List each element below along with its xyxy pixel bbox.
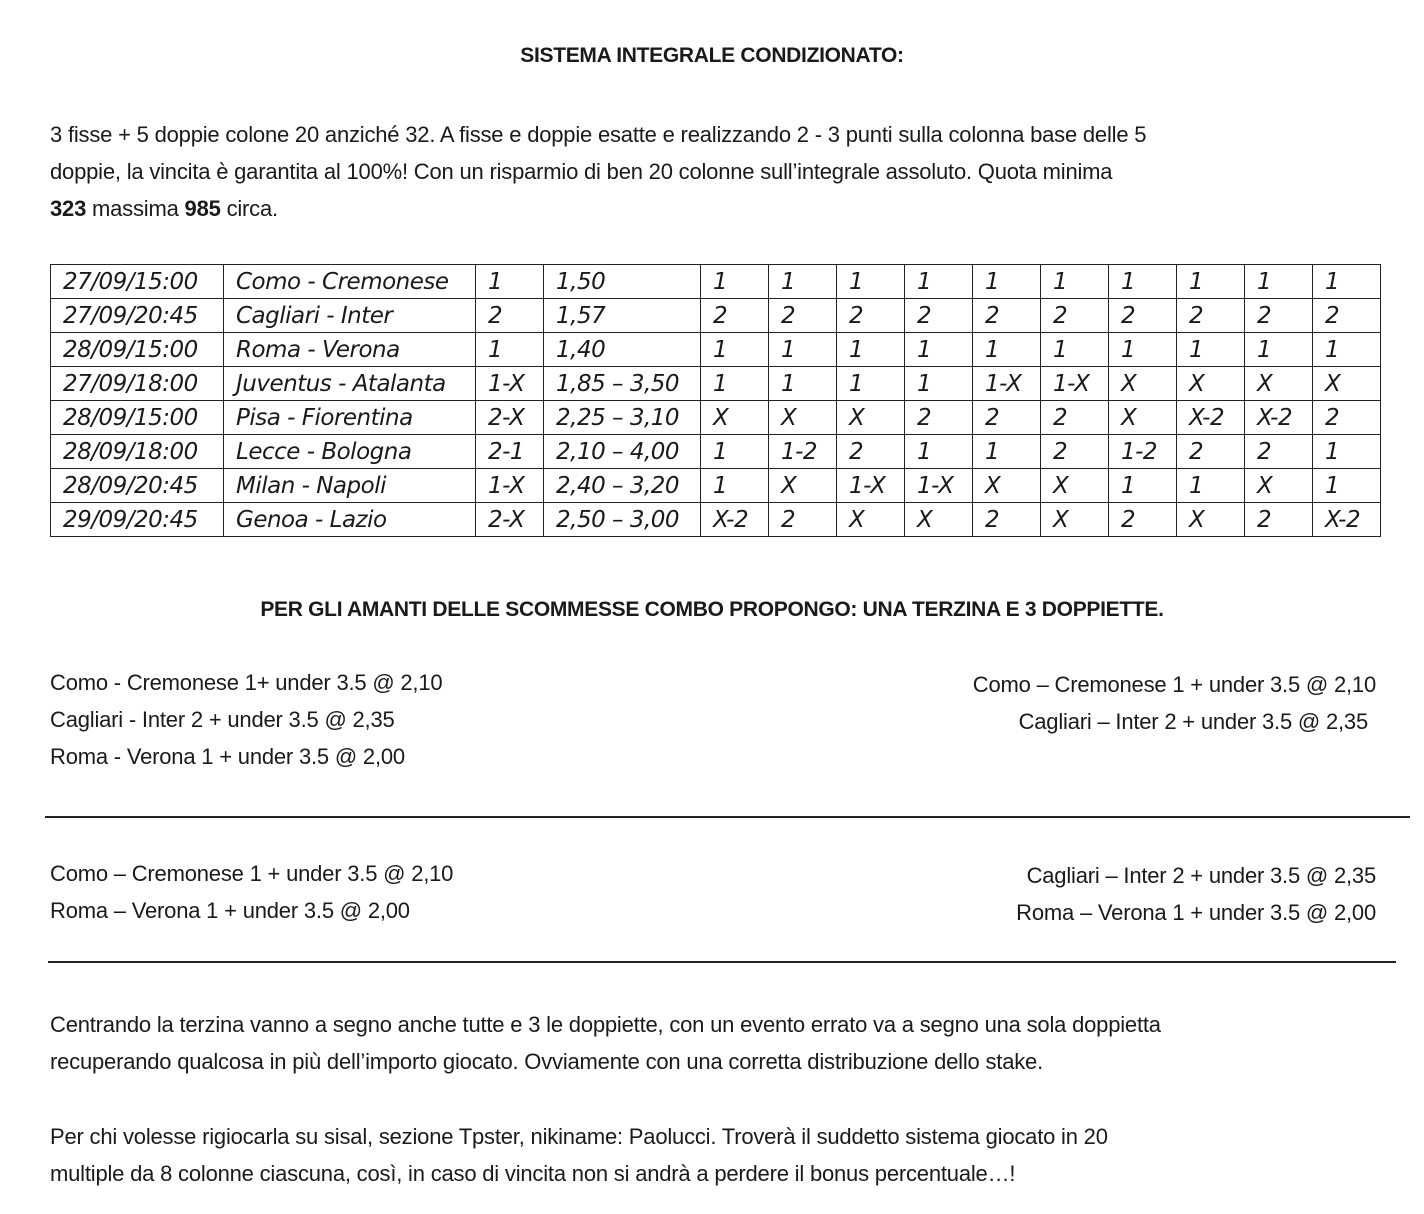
column-cell: X	[1109, 367, 1177, 401]
doppietta-2	[50, 855, 453, 929]
column-cell: 1	[701, 265, 769, 299]
column-cell: 1	[769, 367, 837, 401]
table-row	[51, 333, 1381, 367]
column-cell: X	[1041, 469, 1109, 503]
column-cell: X-2	[1177, 401, 1245, 435]
pick-cell: 2-X	[476, 503, 544, 537]
doppietta-3	[1016, 857, 1376, 931]
column-cell: X	[1177, 503, 1245, 537]
doppietta-3-line-1: Cagliari – Inter 2 + under 3.5 @ 2,35	[1026, 863, 1376, 888]
column-cell: 1	[701, 333, 769, 367]
column-cell: 1	[769, 265, 837, 299]
column-cell: 2	[701, 299, 769, 333]
column-cell: X	[1313, 367, 1381, 401]
odds-cell: 2,50 – 3,00	[544, 503, 701, 537]
column-cell: X	[973, 469, 1041, 503]
column-cell: 2	[1109, 503, 1177, 537]
pick-cell: 1-X	[476, 469, 544, 503]
pick-cell: 2-X	[476, 401, 544, 435]
column-cell: 2	[1177, 299, 1245, 333]
match-name-cell: Pisa - Fiorentina	[224, 401, 476, 435]
odds-cell: 1,40	[544, 333, 701, 367]
outro-2-line-1: Per chi volesse rigiocarla su sisal, sezione Tpster, nikiname: Paolucci. Troverà il suddetto sistema giocato in 20	[50, 1124, 1108, 1149]
match-date-cell: 28/09/20:45	[51, 469, 224, 503]
column-cell: X	[1109, 401, 1177, 435]
column-cell: X	[837, 401, 905, 435]
table-row	[51, 299, 1381, 333]
intro-line-3	[50, 190, 1146, 227]
column-cell: 1	[1109, 265, 1177, 299]
column-cell: X	[1041, 503, 1109, 537]
terzina	[50, 664, 442, 775]
column-cell: X	[1177, 367, 1245, 401]
column-cell: X	[1245, 469, 1313, 503]
column-cell: 1	[837, 367, 905, 401]
column-cell: 2	[973, 503, 1041, 537]
pick-cell: 2-1	[476, 435, 544, 469]
pick-cell: 1	[476, 333, 544, 367]
column-cell: 2	[905, 299, 973, 333]
column-cell: 2	[769, 299, 837, 333]
match-date-cell: 28/09/15:00	[51, 333, 224, 367]
table-row	[51, 435, 1381, 469]
divider-2	[48, 961, 1396, 963]
column-cell: 1	[701, 367, 769, 401]
table-row	[51, 469, 1381, 503]
pick-cell: 2	[476, 299, 544, 333]
terzina-line-3: Roma - Verona 1 + under 3.5 @ 2,00	[50, 744, 405, 769]
pick-cell: 1	[476, 265, 544, 299]
quota-massima-value: 985	[184, 196, 221, 221]
doppietta-3-line-2: Roma – Verona 1 + under 3.5 @ 2,00	[1016, 900, 1376, 925]
column-cell: 2	[1313, 401, 1381, 435]
column-cell: 1-2	[769, 435, 837, 469]
column-cell: X	[905, 503, 973, 537]
column-cell: X-2	[701, 503, 769, 537]
match-date-cell: 29/09/20:45	[51, 503, 224, 537]
column-cell: 2	[1041, 299, 1109, 333]
column-cell: 2	[837, 435, 905, 469]
column-cell: 2	[769, 503, 837, 537]
outro-1-line-2: recuperando qualcosa in più dell’importo giocato. Ovviamente con una corretta distribuzione dello stake.	[50, 1049, 1044, 1074]
table-row	[51, 265, 1381, 299]
match-name-cell: Lecce - Bologna	[224, 435, 476, 469]
combo-title: PER GLI AMANTI DELLE SCOMMESSE COMBO PROPONGO: UNA TERZINA E 3 DOPPIETTE.	[260, 598, 1164, 621]
quota-minima-value: 323	[50, 196, 87, 221]
column-cell: X	[701, 401, 769, 435]
column-cell: 2	[973, 299, 1041, 333]
column-cell: 1	[1041, 265, 1109, 299]
column-cell: 1	[1177, 469, 1245, 503]
outro-1-line-1: Centrando la terzina vanno a segno anche tutte e 3 le doppiette, con un evento errato va a segno una sola doppietta	[50, 1012, 1161, 1037]
column-cell: 1	[837, 265, 905, 299]
doppietta-1-line-2: Cagliari – Inter 2 + under 3.5 @ 2,35	[1018, 709, 1368, 734]
column-cell: 2	[973, 401, 1041, 435]
pick-cell: 1-X	[476, 367, 544, 401]
column-cell: 1-X	[973, 367, 1041, 401]
column-cell: 2	[1245, 299, 1313, 333]
odds-cell: 1,85 – 3,50	[544, 367, 701, 401]
column-cell: 1-X	[1041, 367, 1109, 401]
column-cell: X	[769, 401, 837, 435]
doppietta-2-line-2: Roma – Verona 1 + under 3.5 @ 2,00	[50, 898, 410, 923]
intro-line-3-mid: massima	[86, 196, 185, 221]
column-cell: X	[837, 503, 905, 537]
table-row	[51, 401, 1381, 435]
match-name-cell: Juventus - Atalanta	[224, 367, 476, 401]
table-row	[51, 367, 1381, 401]
match-name-cell: Cagliari - Inter	[224, 299, 476, 333]
match-name-cell: Genoa - Lazio	[224, 503, 476, 537]
column-cell: 1	[905, 265, 973, 299]
column-cell: 1	[1313, 333, 1381, 367]
terzina-line-1: Como - Cremonese 1+ under 3.5 @ 2,10	[50, 670, 443, 695]
column-cell: 1	[1313, 435, 1381, 469]
odds-cell: 1,57	[544, 299, 701, 333]
intro-paragraph	[50, 116, 1146, 227]
divider-1	[45, 816, 1410, 818]
column-cell: X-2	[1245, 401, 1313, 435]
column-cell: 1-X	[837, 469, 905, 503]
doppietta-1	[973, 666, 1376, 740]
match-date-cell: 27/09/18:00	[51, 367, 224, 401]
odds-cell: 2,25 – 3,10	[544, 401, 701, 435]
match-date-cell: 27/09/20:45	[51, 299, 224, 333]
column-cell: 1	[1177, 333, 1245, 367]
column-cell: 1	[701, 435, 769, 469]
match-date-cell: 28/09/15:00	[51, 401, 224, 435]
column-cell: 2	[1041, 401, 1109, 435]
column-cell: 1	[1313, 265, 1381, 299]
odds-cell: 2,40 – 3,20	[544, 469, 701, 503]
column-cell: X-2	[1313, 503, 1381, 537]
column-cell: 1	[1041, 333, 1109, 367]
column-cell: 2	[905, 401, 973, 435]
column-cell: X	[1245, 367, 1313, 401]
column-cell: 1	[973, 333, 1041, 367]
odds-cell: 1,50	[544, 265, 701, 299]
column-cell: 1	[1177, 265, 1245, 299]
column-cell: 2	[1177, 435, 1245, 469]
table-row	[51, 503, 1381, 537]
column-cell: 2	[1245, 503, 1313, 537]
column-cell: X	[769, 469, 837, 503]
doppietta-1-line-1: Como – Cremonese 1 + under 3.5 @ 2,10	[972, 672, 1376, 697]
intro-line-3-end: circa.	[220, 196, 278, 221]
column-cell: 2	[1245, 435, 1313, 469]
outro-paragraph-1	[50, 1006, 1161, 1080]
column-cell: 1	[1245, 333, 1313, 367]
column-cell: 1	[905, 333, 973, 367]
column-cell: 2	[1109, 299, 1177, 333]
column-cell: 2	[837, 299, 905, 333]
match-date-cell: 28/09/18:00	[51, 435, 224, 469]
match-date-cell: 27/09/15:00	[51, 265, 224, 299]
column-cell: 1	[973, 265, 1041, 299]
column-cell: 1	[1245, 265, 1313, 299]
column-cell: 1	[905, 367, 973, 401]
column-cell: 1	[769, 333, 837, 367]
column-cell: 1	[1109, 469, 1177, 503]
odds-cell: 2,10 – 4,00	[544, 435, 701, 469]
intro-line-1: 3 fisse + 5 doppie colone 20 anziché 32. A fisse e doppie esatte e realizzando 2 - 3 punti sulla colonna base delle 5	[50, 122, 1147, 147]
match-name-cell: Milan - Napoli	[224, 469, 476, 503]
page-title: SISTEMA INTEGRALE CONDIZIONATO:	[520, 44, 904, 67]
outro-paragraph-2	[50, 1118, 1108, 1192]
intro-line-2: doppie, la vincita è garantita al 100%! Con un risparmio di ben 20 colonne sull’integrale assoluto. Quota minima	[50, 159, 1113, 184]
match-name-cell: Como - Cremonese	[224, 265, 476, 299]
system-table	[50, 264, 1381, 537]
column-cell: 1	[1109, 333, 1177, 367]
terzina-line-2: Cagliari - Inter 2 + under 3.5 @ 2,35	[50, 707, 395, 732]
column-cell: 1-2	[1109, 435, 1177, 469]
column-cell: 1-X	[905, 469, 973, 503]
column-cell: 2	[1041, 435, 1109, 469]
doppietta-2-line-1: Como – Cremonese 1 + under 3.5 @ 2,10	[50, 861, 454, 886]
match-name-cell: Roma - Verona	[224, 333, 476, 367]
column-cell: 1	[905, 435, 973, 469]
column-cell: 1	[837, 333, 905, 367]
outro-2-line-2: multiple da 8 colonne ciascuna, così, in caso di vincita non si andrà a perdere il bonus percentuale…!	[50, 1161, 1016, 1186]
column-cell: 2	[1313, 299, 1381, 333]
column-cell: 1	[701, 469, 769, 503]
column-cell: 1	[1313, 469, 1381, 503]
column-cell: 1	[973, 435, 1041, 469]
